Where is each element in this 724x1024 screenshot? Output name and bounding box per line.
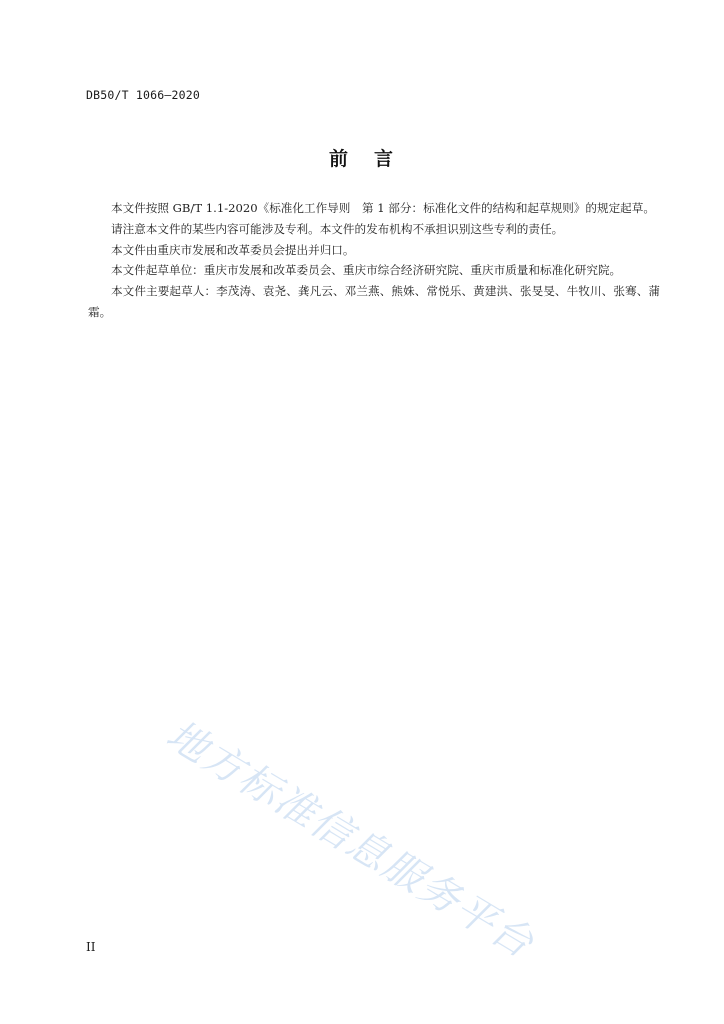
page-number: II (86, 940, 96, 954)
title-char-2: 言 (374, 148, 396, 170)
paragraph-drafting-units: 本文件起草单位：重庆市发展和改革委员会、重庆市综合经济研究院、重庆市质量和标准化研究院。 (111, 263, 622, 278)
paragraph-drafting-basis: 本文件按照 GB/T 1.1-2020《标准化工作导则 第 1 部分：标准化文件的结构和起草规则》的规定起草。 (111, 201, 655, 215)
document-code-header: DB50/T 1066—2020 (86, 88, 200, 102)
paragraph-drafters: 本文件主要起草人：李茂涛、袁尧、龚凡云、邓兰燕、熊姝、常悦乐、黄建洪、张旻旻、牛牧川、张骞、蒲霜。 (88, 284, 660, 319)
paragraph-proposer: 本文件由重庆市发展和改革委员会提出并归口。 (111, 242, 355, 257)
page-title (0, 144, 724, 171)
paragraph-patent-notice: 请注意本文件的某些内容可能涉及专利。本文件的发布机构不承担识别这些专利的责任。 (111, 221, 564, 236)
title-char-1: 前 (328, 148, 350, 170)
watermark-text: 地方标准信息服务平台 (158, 711, 543, 968)
foreword-body (88, 198, 660, 323)
